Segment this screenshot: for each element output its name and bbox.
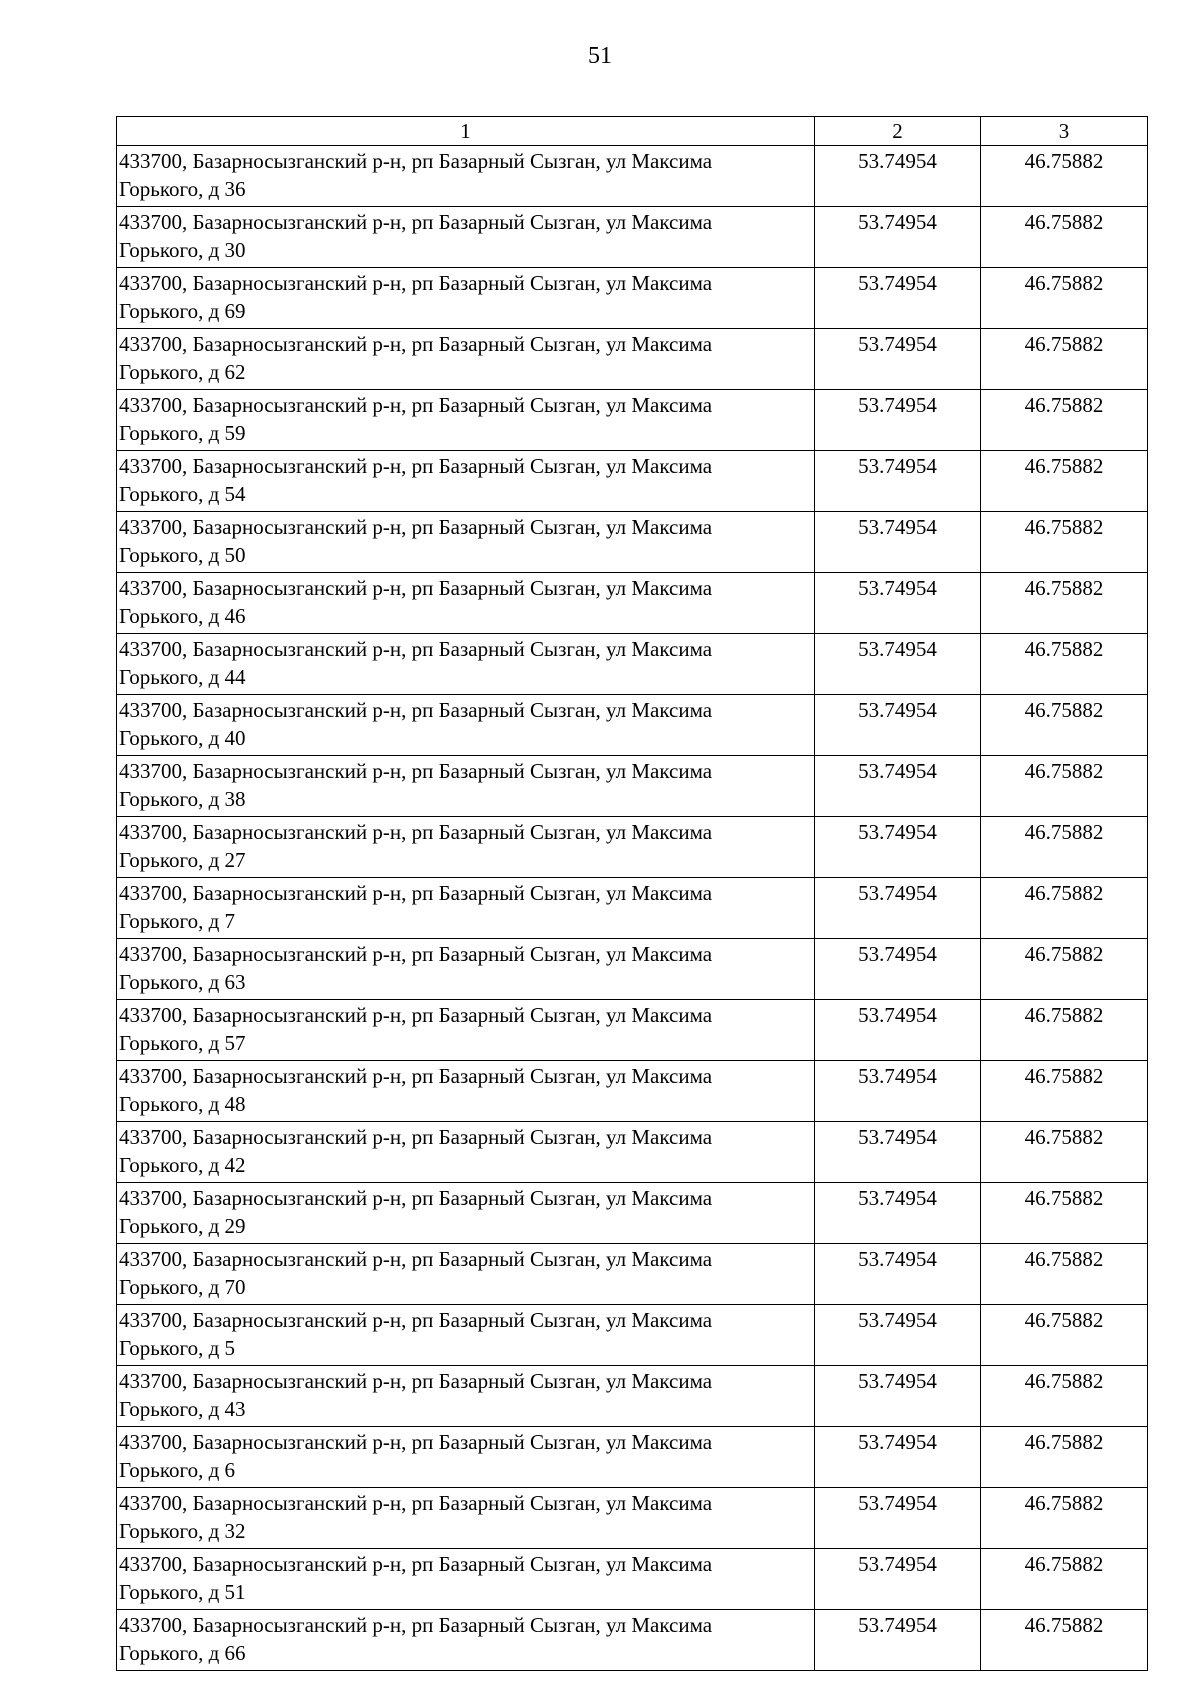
- table-row: [117, 268, 1148, 329]
- longitude-cell: 46.75882: [981, 695, 1148, 756]
- address-line-2: Горького, д 59: [119, 421, 246, 445]
- address-cell: [117, 1427, 815, 1488]
- table-row: [117, 1610, 1148, 1671]
- address-line-1: 433700, Базарносызганский р-н, рп Базарный Сызган, ул Максима: [119, 759, 713, 783]
- address-cell: [117, 329, 815, 390]
- address-line-2: Горького, д 43: [119, 1397, 246, 1421]
- address-line-1: 433700, Базарносызганский р-н, рп Базарный Сызган, ул Максима: [119, 1491, 713, 1515]
- address-line-1: 433700, Базарносызганский р-н, рп Базарный Сызган, ул Максима: [119, 1064, 713, 1088]
- address-line-2: Горького, д 29: [119, 1214, 246, 1238]
- longitude-cell: 46.75882: [981, 1488, 1148, 1549]
- table-header-row: [117, 117, 1148, 146]
- longitude-cell: 46.75882: [981, 817, 1148, 878]
- longitude-cell: 46.75882: [981, 756, 1148, 817]
- address-cell: [117, 1549, 815, 1610]
- address-cell: [117, 939, 815, 1000]
- address-cell: [117, 1122, 815, 1183]
- table-row: [117, 390, 1148, 451]
- longitude-cell: 46.75882: [981, 1427, 1148, 1488]
- table-row: [117, 1183, 1148, 1244]
- address-cell: [117, 268, 815, 329]
- address-line-1: 433700, Базарносызганский р-н, рп Базарный Сызган, ул Максима: [119, 698, 713, 722]
- table-row: [117, 146, 1148, 207]
- column-header-2: 2: [815, 117, 981, 146]
- address-line-1: 433700, Базарносызганский р-н, рп Базарный Сызган, ул Максима: [119, 1552, 713, 1576]
- address-cell: [117, 390, 815, 451]
- address-line-2: Горького, д 7: [119, 909, 236, 933]
- address-cell: [117, 1305, 815, 1366]
- address-cell: [117, 1061, 815, 1122]
- latitude-cell: 53.74954: [815, 1061, 981, 1122]
- address-line-1: 433700, Базарносызганский р-н, рп Базарный Сызган, ул Максима: [119, 1247, 713, 1271]
- table-row: [117, 1549, 1148, 1610]
- latitude-cell: 53.74954: [815, 817, 981, 878]
- longitude-cell: 46.75882: [981, 634, 1148, 695]
- latitude-cell: 53.74954: [815, 146, 981, 207]
- longitude-cell: 46.75882: [981, 1305, 1148, 1366]
- longitude-cell: 46.75882: [981, 329, 1148, 390]
- table-row: [117, 1122, 1148, 1183]
- address-line-1: 433700, Базарносызганский р-н, рп Базарный Сызган, ул Максима: [119, 332, 713, 356]
- longitude-cell: 46.75882: [981, 939, 1148, 1000]
- longitude-cell: 46.75882: [981, 146, 1148, 207]
- address-cell: [117, 1000, 815, 1061]
- longitude-cell: 46.75882: [981, 390, 1148, 451]
- address-line-2: Горького, д 51: [119, 1580, 246, 1604]
- address-line-2: Горького, д 38: [119, 787, 246, 811]
- column-header-1: 1: [117, 117, 815, 146]
- address-cell: [117, 817, 815, 878]
- latitude-cell: 53.74954: [815, 329, 981, 390]
- address-line-1: 433700, Базарносызганский р-н, рп Базарный Сызган, ул Максима: [119, 393, 713, 417]
- address-line-2: Горького, д 32: [119, 1519, 246, 1543]
- address-coordinates-table: [116, 116, 1148, 1671]
- address-line-2: Горького, д 42: [119, 1153, 246, 1177]
- table-row: [117, 1244, 1148, 1305]
- address-line-1: 433700, Базарносызганский р-н, рп Базарный Сызган, ул Максима: [119, 515, 713, 539]
- address-cell: [117, 451, 815, 512]
- address-cell: [117, 573, 815, 634]
- address-line-2: Горького, д 44: [119, 665, 246, 689]
- latitude-cell: 53.74954: [815, 634, 981, 695]
- longitude-cell: 46.75882: [981, 878, 1148, 939]
- address-cell: [117, 1244, 815, 1305]
- address-line-1: 433700, Базарносызганский р-н, рп Базарный Сызган, ул Максима: [119, 454, 713, 478]
- address-line-1: 433700, Базарносызганский р-н, рп Базарный Сызган, ул Максима: [119, 149, 713, 173]
- longitude-cell: 46.75882: [981, 1183, 1148, 1244]
- address-line-2: Горького, д 50: [119, 543, 246, 567]
- address-line-2: Горького, д 57: [119, 1031, 246, 1055]
- latitude-cell: 53.74954: [815, 939, 981, 1000]
- address-line-2: Горького, д 62: [119, 360, 246, 384]
- address-cell: [117, 512, 815, 573]
- table-row: [117, 939, 1148, 1000]
- address-line-1: 433700, Базарносызганский р-н, рп Базарный Сызган, ул Максима: [119, 1003, 713, 1027]
- longitude-cell: 46.75882: [981, 1061, 1148, 1122]
- address-line-2: Горького, д 66: [119, 1641, 246, 1665]
- latitude-cell: 53.74954: [815, 1610, 981, 1671]
- address-line-1: 433700, Базарносызганский р-н, рп Базарный Сызган, ул Максима: [119, 1308, 713, 1332]
- table-row: [117, 451, 1148, 512]
- address-line-1: 433700, Базарносызганский р-н, рп Базарный Сызган, ул Максима: [119, 576, 713, 600]
- latitude-cell: 53.74954: [815, 695, 981, 756]
- address-line-2: Горького, д 36: [119, 177, 246, 201]
- longitude-cell: 46.75882: [981, 1000, 1148, 1061]
- longitude-cell: 46.75882: [981, 1549, 1148, 1610]
- latitude-cell: 53.74954: [815, 268, 981, 329]
- latitude-cell: 53.74954: [815, 1427, 981, 1488]
- longitude-cell: 46.75882: [981, 451, 1148, 512]
- address-line-2: Горького, д 46: [119, 604, 246, 628]
- address-cell: [117, 756, 815, 817]
- address-line-2: Горького, д 27: [119, 848, 246, 872]
- address-cell: [117, 146, 815, 207]
- table-row: [117, 756, 1148, 817]
- table-row: [117, 878, 1148, 939]
- table-row: [117, 1000, 1148, 1061]
- address-line-2: Горького, д 6: [119, 1458, 236, 1482]
- table-row: [117, 573, 1148, 634]
- address-line-1: 433700, Базарносызганский р-н, рп Базарный Сызган, ул Максима: [119, 942, 713, 966]
- table-header: [117, 117, 1148, 146]
- latitude-cell: 53.74954: [815, 878, 981, 939]
- column-header-3: 3: [981, 117, 1148, 146]
- table-row: [117, 1305, 1148, 1366]
- address-cell: [117, 634, 815, 695]
- address-line-1: 433700, Базарносызганский р-н, рп Базарный Сызган, ул Максима: [119, 271, 713, 295]
- longitude-cell: 46.75882: [981, 207, 1148, 268]
- latitude-cell: 53.74954: [815, 1549, 981, 1610]
- address-line-2: Горького, д 48: [119, 1092, 246, 1116]
- address-cell: [117, 1183, 815, 1244]
- address-cell: [117, 1366, 815, 1427]
- table-row: [117, 695, 1148, 756]
- table-row: [117, 1061, 1148, 1122]
- latitude-cell: 53.74954: [815, 512, 981, 573]
- address-line-2: Горького, д 30: [119, 238, 246, 262]
- latitude-cell: 53.74954: [815, 756, 981, 817]
- table-row: [117, 1427, 1148, 1488]
- address-line-1: 433700, Базарносызганский р-н, рп Базарный Сызган, ул Максима: [119, 881, 713, 905]
- latitude-cell: 53.74954: [815, 1122, 981, 1183]
- page-number: 51: [588, 43, 612, 69]
- address-line-1: 433700, Базарносызганский р-н, рп Базарный Сызган, ул Максима: [119, 637, 713, 661]
- latitude-cell: 53.74954: [815, 1183, 981, 1244]
- longitude-cell: 46.75882: [981, 573, 1148, 634]
- address-cell: [117, 1488, 815, 1549]
- longitude-cell: 46.75882: [981, 1610, 1148, 1671]
- address-line-2: Горького, д 40: [119, 726, 246, 750]
- longitude-cell: 46.75882: [981, 1244, 1148, 1305]
- longitude-cell: 46.75882: [981, 1122, 1148, 1183]
- longitude-cell: 46.75882: [981, 268, 1148, 329]
- address-line-1: 433700, Базарносызганский р-н, рп Базарный Сызган, ул Максима: [119, 1125, 713, 1149]
- table-row: [117, 817, 1148, 878]
- latitude-cell: 53.74954: [815, 573, 981, 634]
- table-row: [117, 634, 1148, 695]
- latitude-cell: 53.74954: [815, 1366, 981, 1427]
- longitude-cell: 46.75882: [981, 1366, 1148, 1427]
- address-line-2: Горького, д 70: [119, 1275, 246, 1299]
- address-line-2: Горького, д 69: [119, 299, 246, 323]
- address-cell: [117, 695, 815, 756]
- address-line-1: 433700, Базарносызганский р-н, рп Базарный Сызган, ул Максима: [119, 1613, 713, 1637]
- address-line-1: 433700, Базарносызганский р-н, рп Базарный Сызган, ул Максима: [119, 1369, 713, 1393]
- latitude-cell: 53.74954: [815, 1000, 981, 1061]
- address-line-2: Горького, д 63: [119, 970, 246, 994]
- address-line-1: 433700, Базарносызганский р-н, рп Базарный Сызган, ул Максима: [119, 1186, 713, 1210]
- address-line-1: 433700, Базарносызганский р-н, рп Базарный Сызган, ул Максима: [119, 1430, 713, 1454]
- table-row: [117, 512, 1148, 573]
- table-row: [117, 329, 1148, 390]
- address-cell: [117, 1610, 815, 1671]
- address-cell: [117, 878, 815, 939]
- table-row: [117, 1366, 1148, 1427]
- latitude-cell: 53.74954: [815, 1305, 981, 1366]
- address-line-2: Горького, д 54: [119, 482, 246, 506]
- latitude-cell: 53.74954: [815, 207, 981, 268]
- latitude-cell: 53.74954: [815, 451, 981, 512]
- latitude-cell: 53.74954: [815, 390, 981, 451]
- table-row: [117, 207, 1148, 268]
- longitude-cell: 46.75882: [981, 512, 1148, 573]
- table-row: [117, 1488, 1148, 1549]
- address-line-1: 433700, Базарносызганский р-н, рп Базарный Сызган, ул Максима: [119, 210, 713, 234]
- latitude-cell: 53.74954: [815, 1488, 981, 1549]
- address-line-1: 433700, Базарносызганский р-н, рп Базарный Сызган, ул Максима: [119, 820, 713, 844]
- latitude-cell: 53.74954: [815, 1244, 981, 1305]
- address-cell: [117, 207, 815, 268]
- table-body: [117, 146, 1148, 1671]
- address-line-2: Горького, д 5: [119, 1336, 236, 1360]
